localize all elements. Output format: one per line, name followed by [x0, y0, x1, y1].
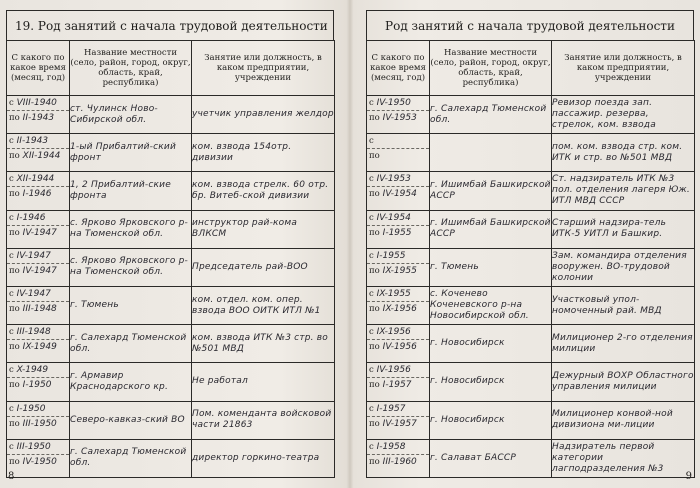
left-page-title: 19. Род занятий с начала трудовой деятельности: [6, 10, 334, 40]
to-date: III-1950: [22, 418, 57, 429]
from-date: I-1946: [16, 212, 46, 223]
employment-row-2: [7, 134, 335, 172]
from-label: с: [9, 174, 14, 185]
place-cell: с. Коченево Коченевского р-на Новосибирской обл.: [430, 286, 552, 324]
from-label: с: [9, 365, 14, 376]
position-cell: Милиционер 2-го отделения милиции: [552, 325, 695, 363]
position-cell: Дежурный ВОХР Областного управления милиции: [552, 363, 695, 401]
employment-row-7: [7, 325, 335, 363]
employment-row-6: [367, 286, 695, 324]
position-cell: ком. взвода стрелк. 60 отр. бр. Витеб-ской дивизии: [192, 172, 335, 210]
date-cell: [367, 439, 430, 477]
from-label: с: [9, 98, 14, 108]
date-cell: [7, 134, 70, 172]
place-cell: г. Салават БАССР: [430, 439, 552, 477]
employment-row-1: [367, 96, 695, 134]
right-page: [366, 10, 694, 482]
date-cell: [7, 401, 70, 439]
position-cell: директор горкино-театра: [192, 439, 335, 477]
from-date: I-1955: [376, 250, 406, 261]
to-date: I-1946: [22, 189, 52, 200]
date-cell: [367, 363, 430, 401]
position-cell: Председатель рай-ВОО: [192, 248, 335, 286]
employment-row-8: [367, 363, 695, 401]
to-date: IV-1956: [382, 342, 417, 353]
from-date: IV-1947: [16, 288, 51, 299]
to-date: IV-1947: [22, 227, 57, 238]
position-cell: ком. отдел. ком. опер. взвода ВОО ОИТК ИТЛ №1: [192, 286, 335, 324]
employment-row-6: [7, 286, 335, 324]
employment-row-5: [367, 248, 695, 286]
to-label: по: [369, 113, 380, 123]
position-cell: ком. взвода 154отр. дивизии: [192, 134, 335, 172]
from-date: IV-1956: [376, 365, 411, 376]
from-date: III-1948: [16, 327, 51, 338]
to-date: I-1955: [382, 227, 412, 238]
employment-row-3: [7, 172, 335, 210]
from-date: VIII-1940: [16, 98, 57, 108]
date-cell: [7, 363, 70, 401]
from-label: с: [9, 441, 14, 452]
position-cell: Зам. командира отделения вооружен. ВО-трудовой колонии: [552, 248, 695, 286]
to-date: IV-1957: [382, 418, 417, 429]
position-cell: учетчик управления желдор: [192, 96, 335, 134]
date-cell: [367, 96, 430, 134]
page-number-left: 8: [8, 471, 15, 482]
to-label: по: [9, 418, 20, 429]
to-label: по: [9, 265, 20, 276]
place-cell: с. Ярково Ярковского р-на Тюменской обл.: [70, 210, 192, 248]
date-cell: [7, 96, 70, 134]
from-label: с: [369, 136, 374, 147]
employment-row-4: [7, 210, 335, 248]
to-label: по: [9, 227, 20, 238]
employment-row-1: [7, 96, 335, 134]
employment-row-8: [7, 363, 335, 401]
to-date: IV-1954: [382, 189, 417, 200]
position-cell: Ревизор поезда зап. пассажир. резерва, стрелок, ком. взвода: [552, 96, 695, 134]
from-label: с: [9, 250, 14, 261]
from-label: с: [369, 327, 374, 338]
position-cell: пом. ком. взвода стр. ком. ИТК и стр. во №501 МВД: [552, 134, 695, 172]
date-cell: [7, 325, 70, 363]
to-date: III-1960: [382, 456, 417, 467]
from-date: XII-1944: [16, 174, 55, 185]
to-label: по: [369, 418, 380, 429]
from-date: II-1943: [16, 136, 49, 147]
to-date: IX-1955: [382, 265, 417, 276]
place-cell: г. Ишимбай Башкирской АССР: [430, 172, 552, 210]
to-label: по: [369, 342, 380, 353]
from-label: с: [369, 250, 374, 261]
position-cell: Милиционер конвой-ной дивизиона ми-лиции: [552, 401, 695, 439]
from-label: с: [9, 403, 14, 414]
to-date: II-1943: [22, 113, 55, 123]
date-cell: [367, 172, 430, 210]
place-cell: г. Тюмень: [430, 248, 552, 286]
to-label: по: [9, 303, 20, 314]
header-date: С какого по какое время (месяц, год): [7, 41, 70, 96]
from-date: I-1958: [376, 441, 406, 452]
to-date: IV-1953: [382, 113, 417, 123]
employment-row-2: [367, 134, 695, 172]
from-label: с: [369, 288, 374, 299]
place-cell: г. Салехард Тюменской обл.: [70, 325, 192, 363]
from-date: IX-1956: [376, 327, 411, 338]
to-date: I-1957: [382, 380, 412, 391]
from-date: IV-1950: [376, 98, 411, 108]
date-cell: [367, 248, 430, 286]
header-place: Название местности (село, район, город, округ, область, край, республика): [430, 41, 552, 96]
date-cell: [7, 210, 70, 248]
from-date: IV-1954: [376, 212, 411, 223]
place-cell: г. Салехард Тюменской обл.: [70, 439, 192, 477]
employment-row-7: [367, 325, 695, 363]
to-date: IV-1947: [22, 265, 57, 276]
to-label: по: [369, 227, 380, 238]
date-cell: [367, 401, 430, 439]
right-page-title: Род занятий с начала трудовой деятельности: [366, 10, 694, 40]
position-cell: Ст. надзиратель ИТК №3 пол. отделения лагеря Юж. ИТЛ МВД СССР: [552, 172, 695, 210]
from-date: I-1950: [16, 403, 46, 414]
position-cell: Надзиратель первой категории лагподразделения №3: [552, 439, 695, 477]
place-cell: г. Новосибирск: [430, 363, 552, 401]
place-cell: Северо-кавказ-ский ВО: [70, 401, 192, 439]
to-date: XII-1944: [22, 151, 61, 162]
employment-row-9: [7, 401, 335, 439]
position-cell: Пом. коменданта войсковой части 21863: [192, 401, 335, 439]
from-date: I-1957: [376, 403, 406, 414]
place-cell: г. Ишимбай Башкирской АССР: [430, 210, 552, 248]
from-date: III-1950: [16, 441, 51, 452]
from-label: с: [369, 403, 374, 414]
from-date: IV-1953: [376, 174, 411, 185]
place-cell: с. Ярково Ярковского р-на Тюменской обл.: [70, 248, 192, 286]
from-date: X-1949: [16, 365, 49, 376]
to-date: I-1950: [22, 380, 52, 391]
place-cell: 1-ый Прибалтий-ский фронт: [70, 134, 192, 172]
employment-row-4: [367, 210, 695, 248]
to-date: IX-1956: [382, 303, 417, 314]
employment-row-3: [367, 172, 695, 210]
to-label: по: [9, 151, 20, 162]
place-cell: ст. Чулинск Ново-Сибирской обл.: [70, 96, 192, 134]
position-cell: Старший надзира-тель ИТК-5 УИТЛ и Башкир.: [552, 210, 695, 248]
place-cell: 1, 2 Прибалтий-ские фронта: [70, 172, 192, 210]
to-label: по: [9, 189, 20, 200]
to-date: III-1948: [22, 303, 57, 314]
left-employment-table: [6, 40, 335, 478]
header-position: Занятие или должность, в каком предприятии, учреждении: [192, 41, 335, 96]
employment-row-10: [7, 439, 335, 477]
place-cell: г. Армавир Краснодарского кр.: [70, 363, 192, 401]
from-label: с: [369, 365, 374, 376]
position-cell: ком. взвода ИТК №3 стр. во №501 МВД: [192, 325, 335, 363]
from-label: с: [9, 288, 14, 299]
to-date: IX-1949: [22, 342, 57, 353]
from-label: с: [9, 327, 14, 338]
employment-row-5: [7, 248, 335, 286]
to-label: по: [369, 456, 380, 467]
date-cell: [367, 325, 430, 363]
to-label: по: [9, 113, 20, 123]
header-place: Название местности (село, район, город, округ, область, край, республика): [70, 41, 192, 96]
employment-row-10: [367, 439, 695, 477]
to-label: по: [9, 380, 20, 391]
to-label: по: [369, 189, 380, 200]
position-cell: инструктор рай-кома ВЛКСМ: [192, 210, 335, 248]
place-cell: г. Салехард Тюменской обл.: [430, 96, 552, 134]
position-cell: Участковый упол-номоченный рай. МВД: [552, 286, 695, 324]
place-cell: г. Новосибирск: [430, 325, 552, 363]
from-label: с: [369, 212, 374, 223]
header-position: Занятие или должность, в каком предприятии, учреждении: [552, 41, 695, 96]
place-cell: г. Новосибирск: [430, 401, 552, 439]
date-cell: [367, 134, 430, 172]
from-date: IV-1947: [16, 250, 51, 261]
from-label: с: [369, 174, 374, 185]
from-label: с: [369, 441, 374, 452]
date-cell: [7, 439, 70, 477]
from-date: IX-1955: [376, 288, 411, 299]
date-cell: [367, 286, 430, 324]
from-label: с: [9, 212, 14, 223]
to-label: по: [369, 380, 380, 391]
from-label: с: [369, 98, 374, 108]
date-cell: [7, 172, 70, 210]
header-date: С какого по какое время (месяц, год): [367, 41, 430, 96]
to-label: по: [9, 456, 20, 467]
left-page: [6, 10, 334, 482]
place-cell: г. Тюмень: [70, 286, 192, 324]
date-cell: [367, 210, 430, 248]
place-cell: [430, 134, 552, 172]
from-label: с: [9, 136, 14, 147]
page-number-right: 9: [685, 471, 692, 482]
to-label: по: [9, 342, 20, 353]
right-employment-table: [366, 40, 695, 478]
position-cell: Не работал: [192, 363, 335, 401]
date-cell: [7, 248, 70, 286]
to-label: по: [369, 151, 380, 162]
employment-row-9: [367, 401, 695, 439]
to-label: по: [369, 303, 380, 314]
date-cell: [7, 286, 70, 324]
to-date: IV-1950: [22, 456, 57, 467]
to-label: по: [369, 265, 380, 276]
